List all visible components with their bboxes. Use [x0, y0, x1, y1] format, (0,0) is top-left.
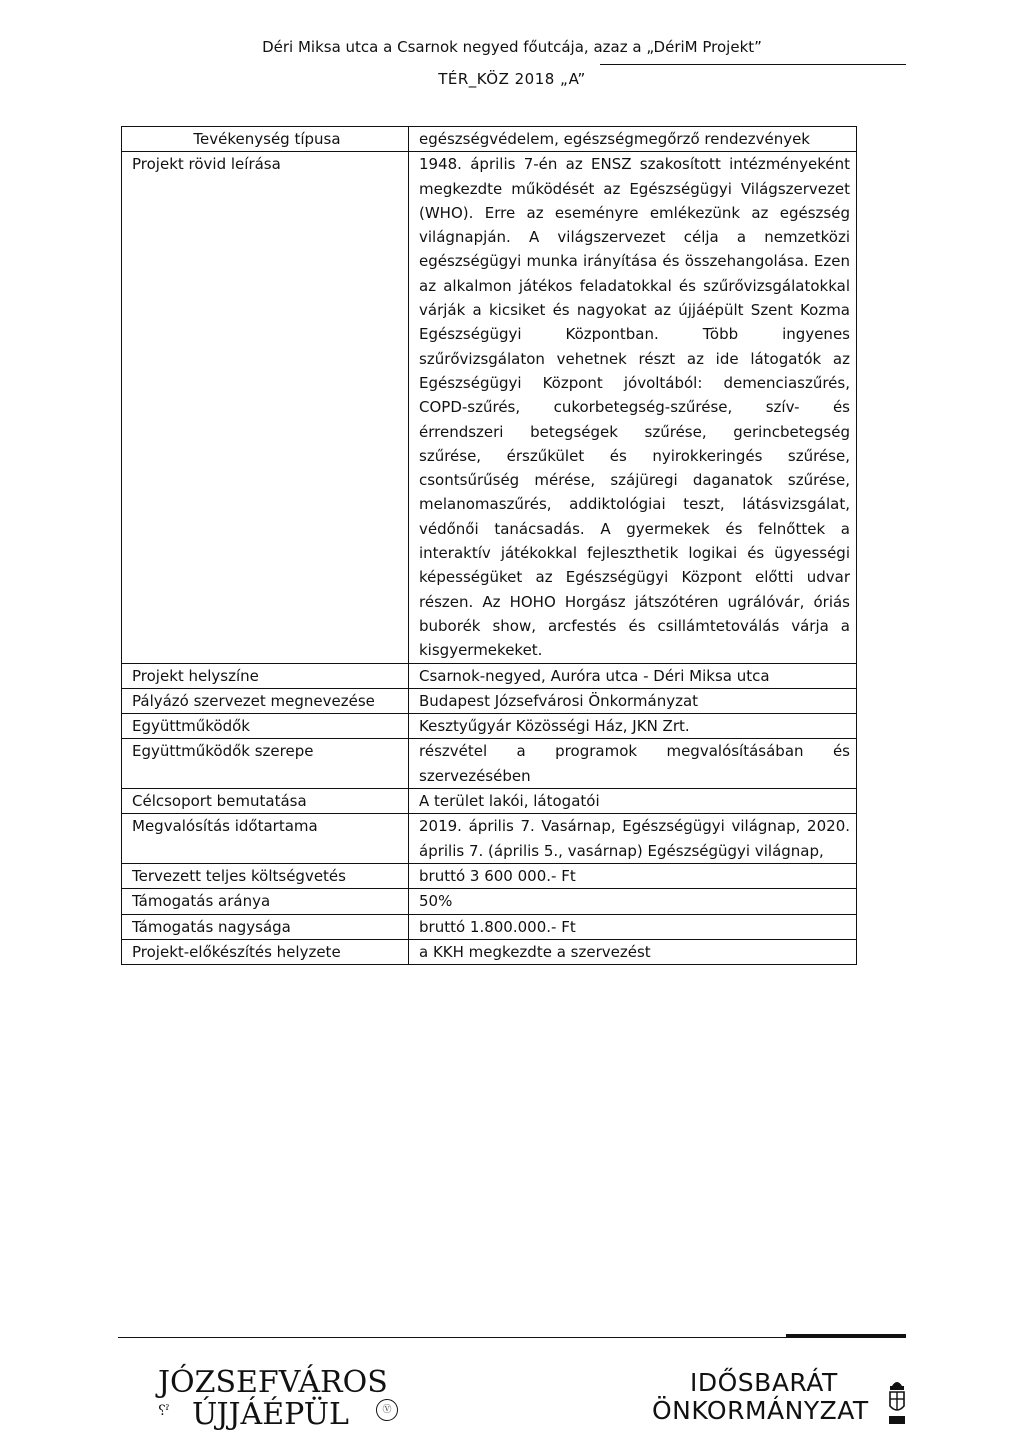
- document-header-title: Déri Miksa utca a Csarnok negyed főutcája, azaz a „DériM Projekt”: [262, 38, 762, 56]
- idosbarat-onkormanyzat-logo: [652, 1368, 912, 1438]
- logo-left-line1: JÓZSEFVÁROS: [158, 1365, 388, 1400]
- jozsefvaros-ujjaepul-logo: [158, 1365, 398, 1435]
- row-label: Támogatás nagysága: [122, 914, 409, 939]
- row-value: Csarnok-negyed, Auróra utca - Déri Miksa utca: [409, 663, 857, 688]
- row-value: részvétel a programok megvalósításában és szervezésében: [409, 739, 857, 789]
- row-value: 50%: [409, 889, 857, 914]
- row-value: a KKH megkezdte a szervezést: [409, 939, 857, 964]
- project-info-table: [121, 126, 857, 965]
- logo-right-line2: ÖNKORMÁNYZAT: [652, 1396, 869, 1425]
- row-label: Pályázó szervezet megnevezése: [122, 688, 409, 713]
- row-label: Támogatás aránya: [122, 889, 409, 914]
- crest-icon: [888, 1372, 906, 1426]
- table-row: [122, 939, 857, 964]
- row-value: Kesztyűgyár Közösségi Ház, JKN Zrt.: [409, 714, 857, 739]
- row-label: Célcsoport bemutatása: [122, 789, 409, 814]
- table-row: [122, 789, 857, 814]
- seal-icon: Ⓥ: [376, 1399, 398, 1421]
- header-rule: [600, 64, 906, 65]
- table-row: [122, 688, 857, 713]
- row-value: egészségvédelem, egészségmegőrző rendezvények: [409, 127, 857, 152]
- table-row: [122, 914, 857, 939]
- row-label: Tervezett teljes költségvetés: [122, 863, 409, 888]
- logo-right-line1: IDŐSBARÁT: [690, 1368, 838, 1397]
- table-row: [122, 739, 857, 789]
- row-value: bruttó 3 600 000.- Ft: [409, 863, 857, 888]
- row-label: Tevékenység típusa: [122, 127, 409, 152]
- footer-rule-thick: [786, 1334, 906, 1338]
- row-value: A terület lakói, látogatói: [409, 789, 857, 814]
- row-value: 2019. április 7. Vasárnap, Egészségügyi világnap, 2020. április 7. (április 5., vasárnap) Egészségügyi világnap,: [409, 814, 857, 864]
- table-row: [122, 889, 857, 914]
- table-row: [122, 152, 857, 663]
- row-label: Projekt helyszíne: [122, 663, 409, 688]
- logo-left-line2: ÚJJÁÉPÜL: [192, 1397, 349, 1432]
- footer-rule-thin: [118, 1337, 786, 1338]
- table-row: [122, 127, 857, 152]
- row-label: Együttműködők szerepe: [122, 739, 409, 789]
- row-value: 1948. április 7-én az ENSZ szakosított intézményeként megkezdte működését az Egészségügyi Világszervezet (WHO). Erre az eseményre emlékezünk az egészség világnapján. A világszervezet célja a nemzetközi egészségügyi munka irányítása és összehangolása. Ezen az alkalmon játékos feladatokkal és szűrővizsgálatokkal várják a kicsiket és nagyokat az újjáépült Szent Kozma Egészségügyi Központban. Több ingyenes szűrővizsgálaton vehetnek részt az ide látogatók az Egészségügyi Központ jóvoltából: demenciaszűrés, COPD-szűrés, cukorbetegség-szűrése, szív- és érrendszeri betegségek szűrése, gerincbetegség szűrése, érszűkület és nyirokkeringés szűrése, csontsűrűség mérése, szájüregi daganatok szűrése, melanomaszűrés, addiktológiai teszt, látásvizsgálat, védőnői tanácsadás. A gyermekek és felnőttek a interaktív játékokkal fejleszthetik logikai és ügyességi képességüket az Egészségügyi Központ előtti udvar részen. Az HOHO Horgász játszótéren ugrálóvár, óriás buborék show, arcfestés és csillámtetoválás várja a kisgyermekeket.: [409, 152, 857, 663]
- row-label: Együttműködők: [122, 714, 409, 739]
- table-row: [122, 714, 857, 739]
- row-label: Projekt-előkészítés helyzete: [122, 939, 409, 964]
- row-value: bruttó 1.800.000.- Ft: [409, 914, 857, 939]
- document-header-subtitle: TÉR_KÖZ 2018 „A”: [438, 70, 586, 88]
- row-label: Projekt rövid leírása: [122, 152, 409, 663]
- table-row: [122, 863, 857, 888]
- row-value: Budapest Józsefvárosi Önkormányzat: [409, 688, 857, 713]
- row-label: Megvalósítás időtartama: [122, 814, 409, 864]
- logo-mark-icon: ⸮ˀ: [158, 1403, 170, 1419]
- table-row: [122, 814, 857, 864]
- table-row: [122, 663, 857, 688]
